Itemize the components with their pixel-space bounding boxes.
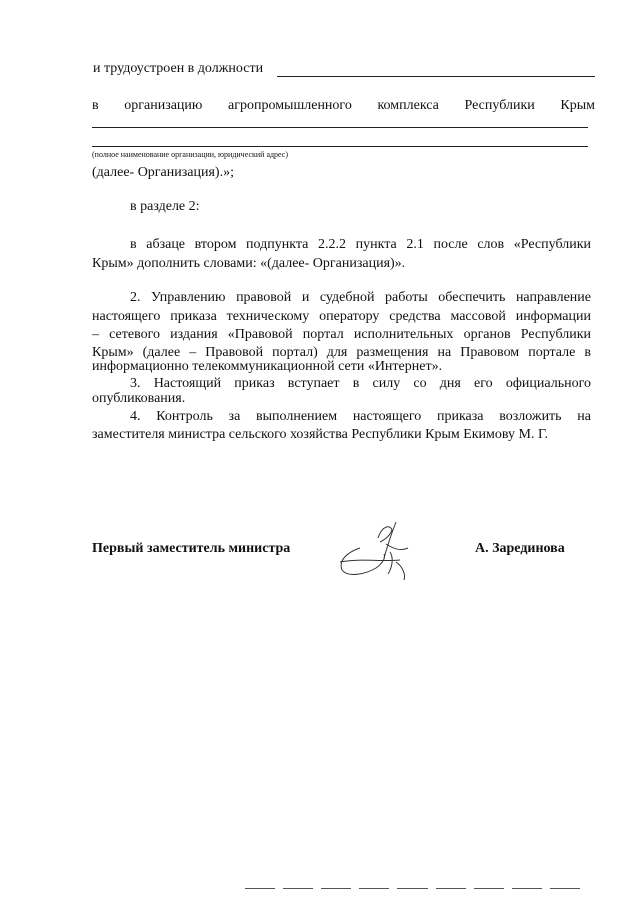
organization-line-word: Республики	[464, 98, 535, 113]
field-caption: (полное наименование организации, юридический адрес)	[92, 150, 289, 159]
organization-line	[92, 99, 595, 113]
item-3-line: 3. Настоящий приказ вступает в силу со дня его официального	[130, 376, 591, 391]
item-4-line: заместителя министра сельского хозяйства Республики Крым Екимову М. Г.	[92, 427, 549, 442]
item-2-line: – сетевого издания «Правовой портал исполнительных органов Республики	[92, 327, 591, 342]
paragraph-1-line: Крым» дополнить словами: «(далее- Организация)».	[92, 256, 406, 271]
item-2-line: 2. Управлению правовой и судебной работы обеспечить направление	[130, 290, 591, 305]
paragraph-1-line: в абзаце втором подпункта 2.2.2 пункта 2.1 после слов «Республики	[130, 237, 591, 252]
organization-line-word: в	[92, 98, 99, 113]
section-heading: в разделе 2:	[130, 199, 200, 214]
footer-marks	[245, 888, 580, 892]
position-blank-line	[277, 76, 595, 77]
handwritten-signature	[330, 518, 430, 584]
organization-line-word: Крым	[560, 98, 595, 113]
organization-blank-line-1	[92, 127, 588, 128]
item-2-line: Крым» (далее – Правовой портал) для размещения на Правовом портале в	[92, 345, 591, 360]
organization-line-word: организацию	[124, 98, 203, 113]
item-4-line: 4. Контроль за выполнением настоящего приказа возложить на	[130, 409, 591, 424]
dalee-text: (далее- Организация).»;	[92, 165, 234, 180]
signatory-position: Первый заместитель министра	[92, 541, 291, 556]
item-3-line: опубликования.	[92, 391, 186, 406]
organization-blank-line-2	[92, 146, 588, 147]
organization-line-word: агропромышленного	[228, 98, 352, 113]
employment-position-label: и трудоустроен в должности	[93, 61, 264, 76]
item-2-line: настоящего приказа техническому оператору средства массовой информации	[92, 309, 591, 324]
organization-line-word: комплекса	[377, 98, 439, 113]
signatory-name: А. Зарединова	[475, 541, 565, 556]
item-2-line: информационно телекоммуникационной сети «Интернет».	[92, 359, 443, 374]
